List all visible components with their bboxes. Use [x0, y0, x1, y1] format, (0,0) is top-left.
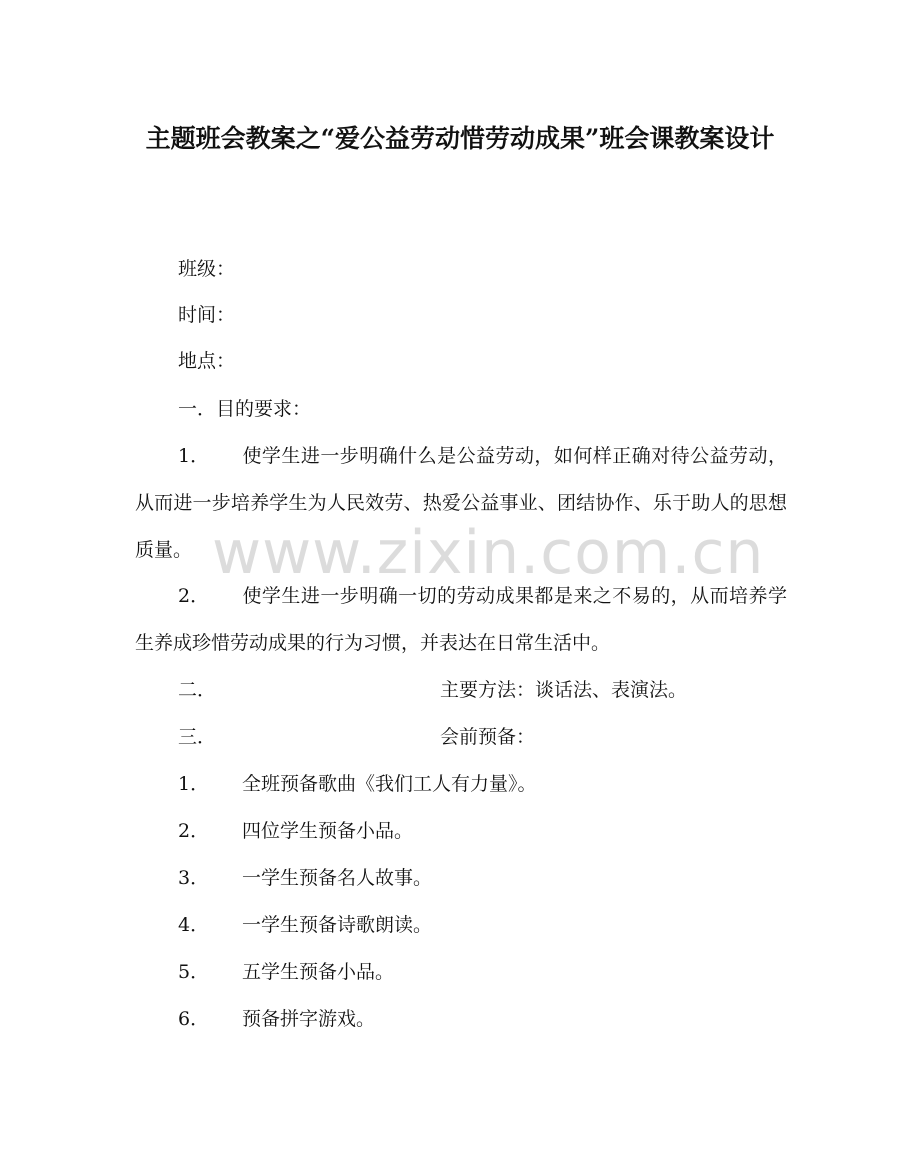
- section-preparation-number: 三．: [178, 726, 217, 748]
- prep-item: [178, 866, 432, 890]
- prep-item-number: 5．: [178, 961, 210, 983]
- document-title: 主题班会教案之“爱公益劳动惜劳动成果”班会课教案设计: [145, 124, 775, 153]
- prep-item: [178, 913, 432, 937]
- prep-item: [178, 772, 537, 796]
- prep-item-text: 一学生预备名人故事。: [242, 867, 433, 889]
- prep-item-text: 四位学生预备小品。: [242, 820, 414, 842]
- prep-item: [178, 819, 413, 843]
- section-methods-text: 主要方法：谈话法、表演法。: [440, 679, 688, 701]
- section-preparation: [178, 725, 535, 749]
- prep-item-number: 4．: [178, 914, 210, 936]
- time-field: 时间：: [178, 304, 236, 326]
- goal-item-2-text: 使学生进一步明确一切的劳动成果都是来之不易的，从而培养学生养成珍惜劳动成果的行为习惯，并表达在日常生活中。: [135, 585, 787, 654]
- watermark: www.zixin.com.cn: [212, 518, 765, 588]
- section-heading-goals: 一．目的要求：: [178, 398, 312, 420]
- prep-item-number: 6．: [178, 1008, 210, 1030]
- prep-item-number: 1．: [178, 773, 210, 795]
- prep-item-text: 全班预备歌曲《我们工人有力量》。: [242, 773, 537, 795]
- section-methods: [178, 678, 687, 702]
- prep-item-text: 预备拼字游戏。: [242, 1008, 376, 1030]
- prep-item: [178, 1007, 375, 1031]
- class-field: 班级：: [178, 258, 236, 280]
- goal-item-1-number: 1．: [178, 445, 210, 467]
- goal-item-1-text: 使学生进一步明确什么是公益劳动，如何样正确对待公益劳动，从而进一步培养学生为人民效劳、热爱公益事业、团结协作、乐于助人的思想质量。: [135, 445, 787, 561]
- section-methods-number: 二．: [178, 679, 217, 701]
- section-preparation-text: 会前预备：: [440, 726, 536, 748]
- prep-item-number: 3．: [178, 867, 210, 889]
- prep-item-text: 一学生预备诗歌朗读。: [242, 914, 433, 936]
- prep-item-number: 2．: [178, 820, 210, 842]
- goal-item-2-number: 2．: [178, 585, 210, 607]
- prep-item-text: 五学生预备小品。: [242, 961, 395, 983]
- prep-item: [178, 960, 394, 984]
- place-field: 地点：: [178, 350, 236, 372]
